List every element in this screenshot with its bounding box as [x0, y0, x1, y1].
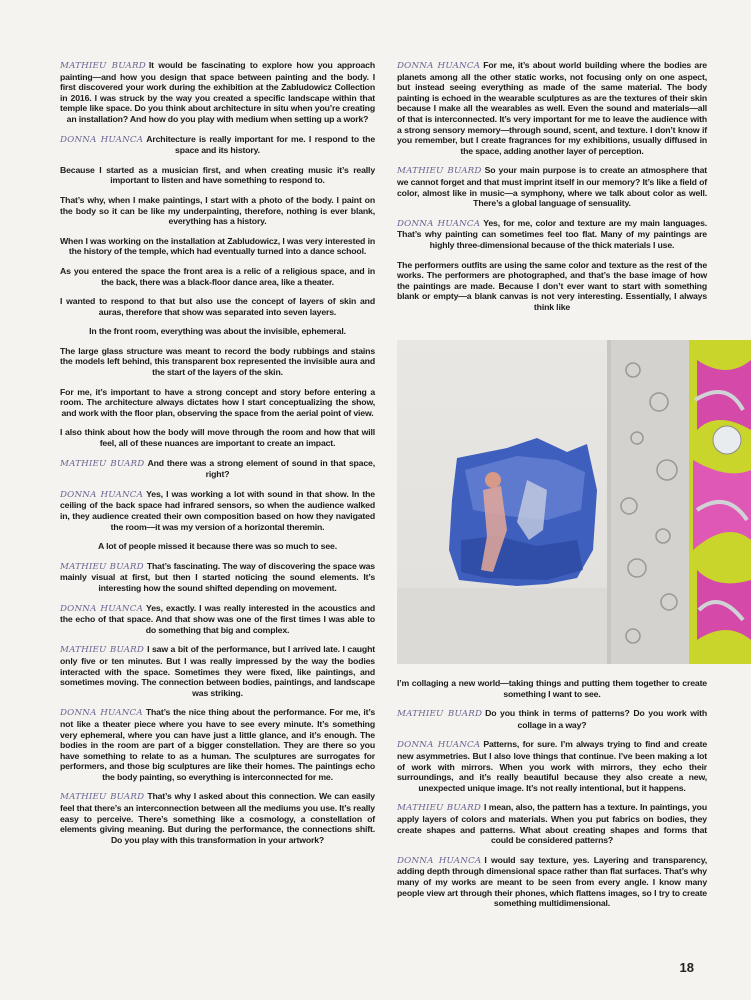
- speaker-name: DONNA HUANCA: [397, 740, 481, 751]
- paragraph: [60, 541, 375, 552]
- paragraph: [60, 644, 375, 698]
- speaker-name: DONNA HUANCA: [60, 603, 144, 614]
- paragraph: [60, 236, 375, 257]
- paragraph: [397, 60, 707, 156]
- paragraph: [60, 346, 375, 378]
- paragraph-text: It would be fascinating to explore how you approach painting—and how you design that space between painting and the body. I first discovered your work during the exhibition at the Zabludowicz Collection in 2016. I was struck by the way you created a specific landscape within that temple like space. Do you think about architecture in situ when you’re creating an installation? And how do you play with medium when setting up a work?: [60, 60, 375, 124]
- paragraph-text: Because I started as a musician first, and when creating music it’s really important to listen and have something to respond to.: [60, 164, 375, 186]
- paragraph-text: I saw a bit of the performance, but I arrived late. I caught only five or ten minutes. But I was really impressed by the way the bodies interacted with the space. Sometimes they were fixed, like paintings, and sometimes moving. The connection between bodies, paintings, and landscape was striking.: [60, 644, 375, 698]
- paragraph-text: I’m collaging a new world—taking things and putting them together to create something I want to see.: [397, 678, 707, 699]
- paragraph-text: Architecture is really important for me. I respond to the space and its history.: [146, 133, 375, 156]
- paragraph: [60, 458, 375, 480]
- speaker-name: MATHIEU BUARD: [60, 792, 145, 803]
- paragraph: [60, 489, 375, 532]
- speaker-name: DONNA HUANCA: [60, 489, 144, 500]
- paragraph: [60, 326, 375, 337]
- paragraph: [60, 603, 375, 636]
- right-column-top: [397, 60, 707, 321]
- speaker-name: DONNA HUANCA: [60, 134, 144, 145]
- paragraph: [397, 218, 707, 251]
- paragraph-text: That’s fascinating. The way of discovering the space was mainly visual at first, but then I started noticing the sound elements. It’s interesting how the sound shifted depending on movement.: [60, 560, 375, 593]
- paragraph: [60, 195, 375, 227]
- paragraph-text: Yes, I was working a lot with sound in that show. In the ceiling of the back space had infrared sensors, so when the audience walked in, they audience created their own composition based on how they navigated the room—it was my version of a horizontal theremin.: [60, 488, 375, 532]
- paragraph-text: I would say texture, yes. Layering and transparency, adding depth through dimensional space rather than flat surfaces. That’s why many of my works are meant to be seen from every angle. I know many people view art through their phones, which flattens images, so I try to create something multidimensional.: [397, 854, 708, 909]
- page-number: 18: [679, 960, 694, 975]
- paragraph: [60, 266, 375, 287]
- paragraph: [397, 855, 707, 909]
- paragraph: [60, 60, 375, 125]
- paragraph-text: I mean, also, the pattern has a texture. In paintings, you apply layers of colors and materials. When you put fabrics on bodies, they create shapes and patterns. What about creating shapes and forms that could be considered patterns?: [397, 802, 707, 846]
- paragraph: [397, 739, 707, 793]
- paragraph-text: That’s the nice thing about the performance. For me, it’s not like a theater piece where you have to see every minute. It’s something very ephemeral, where you can have just a little glance, and it’s enough. The bodies in the room are part of a bigger constellation. They are there so you have something to relate to as a human. The sculptures are surrogates for performers, and those big sculptures are like their homes. The paintings echo the body painting, so everything is interconnected for me.: [60, 707, 376, 782]
- paragraph: [397, 802, 707, 845]
- speaker-name: MATHIEU BUARD: [397, 803, 481, 814]
- paragraph-text: Yes, for me, color and texture are my main languages. That’s why painting can sometimes feel too flat. Many of my paintings are highly three-dimensional because of the thick materials I use.: [397, 217, 708, 250]
- installation-photo: [397, 340, 751, 664]
- speaker-name: DONNA HUANCA: [397, 61, 481, 71]
- paragraph-text: When I was working on the installation at Zabludowicz, I was very interested in the history of the temple, which had eventually turned into a dance school.: [60, 235, 375, 257]
- paragraph-text: That’s why, when I make paintings, I start with a photo of the body. I paint on the body so it can be like my underpainting, therefore, nothing is ever blank, everything has a history.: [60, 194, 375, 227]
- speaker-name: MATHIEU BUARD: [60, 458, 145, 469]
- paragraph-text: For me, it’s about world building where the bodies are planets among all the other static works, not focusing only on one aspect, but instead seeing everything as made of the same material. The body painting is echoed in the wearable sculptures as are the textures of their skin because I make all the wearables as well. Even the sound and materials—all of that is interconnected. It’s very important for me to leave the audience with a strong sensory memory—through sound, scent, and texture. I don’t know if you remember, but I create fragrances for my exhibitions, usually diffused in the space, adding another layer of perception.: [397, 60, 707, 156]
- speaker-name: MATHIEU BUARD: [397, 166, 482, 177]
- speaker-name: MATHIEU BUARD: [60, 561, 144, 572]
- paragraph-text: For me, it’s important to have a strong concept and story before entering a room. The architecture always dictates how I start conceptualizing the show, and work with the floor plan, observing the space from the aerial point of view.: [60, 386, 375, 418]
- speaker-name: DONNA HUANCA: [397, 855, 482, 866]
- paragraph-text: And there was a strong element of sound in that space, right?: [147, 457, 375, 480]
- paragraph-text: As you entered the space the front area is a relic of a religious space, and in the back, there was a black-floor dance area, like a theater.: [60, 265, 375, 287]
- paragraph: [60, 791, 375, 845]
- speaker-name: MATHIEU BUARD: [60, 645, 145, 656]
- paragraph: [397, 165, 707, 208]
- paragraph: [60, 134, 375, 156]
- right-column-bottom: [397, 678, 707, 918]
- paragraph: [60, 427, 375, 448]
- paragraph-text: Patterns, for sure. I’m always trying to find and create new asymmetries. But I also love things that continue. I’ve been making a lot of work with mirrors. When you work with mirrors, they echo their surroundings, and it’s really beautiful because they also create a new, unexpected unique image. It’s not really intentional, but it happens.: [397, 739, 707, 793]
- paragraph: [60, 561, 375, 594]
- paragraph: [60, 387, 375, 419]
- paragraph: [60, 165, 375, 186]
- speaker-name: DONNA HUANCA: [397, 218, 481, 229]
- paragraph-text: I wanted to respond to that but also use the concept of layers of skin and auras, therefore that show was separated into seven layers.: [60, 296, 375, 317]
- speaker-name: MATHIEU BUARD: [60, 61, 146, 71]
- paragraph-text: The large glass structure was meant to record the body rubbings and stains the models left behind, this transparent box represented the invisible aura and the start of the layers of the skin.: [60, 345, 375, 378]
- paragraph-text: I also think about how the body will move through the room and how that will feel, all of these nuances are important to create an impact.: [60, 427, 375, 449]
- paragraph-text: That’s why I asked about this connection. We can easily feel that there’s an interconnection between all the mediums you use. It’s really easy to perceive. There’s something like a cosmology, a constellation of elements giving meaning. But during the performance, the connections shift. Do you play with this transformation in your artwork?: [60, 791, 375, 845]
- paragraph-text: So your main purpose is to create an atmosphere that we cannot forget and that must imprint itself in our memory? It’s like a field of color, almost like in music—a symphony, where we talk about color as well. There’s a global language of sensuality.: [397, 165, 707, 209]
- paragraph: [397, 708, 707, 730]
- paragraph-text: Yes, exactly. I was really interested in the acoustics and the echo of that space. And that show was one of the first times I was able to do something that big and complex.: [60, 602, 375, 635]
- left-column: [60, 60, 375, 854]
- paragraph-text: The performers outfits are using the same color and texture as the rest of the works. The performers are photographed, and that’s the base image of how the paintings are made. Because I don’t ever want to start with something blank or empty—a blank canvas is not very interesting. Essentially, I always think like: [397, 259, 707, 312]
- speaker-name: DONNA HUANCA: [60, 708, 143, 719]
- speaker-name: MATHIEU BUARD: [397, 709, 483, 720]
- paragraph-text: A lot of people missed it because there was so much to see.: [98, 541, 337, 552]
- paragraph-text: Do you think in terms of patterns? Do you work with collage in a way?: [485, 708, 707, 730]
- paragraph-text: In the front room, everything was about the invisible, ephemeral.: [89, 326, 346, 337]
- paragraph: [397, 678, 707, 699]
- paragraph: [60, 707, 375, 782]
- paragraph: [60, 296, 375, 317]
- paragraph: [397, 260, 707, 313]
